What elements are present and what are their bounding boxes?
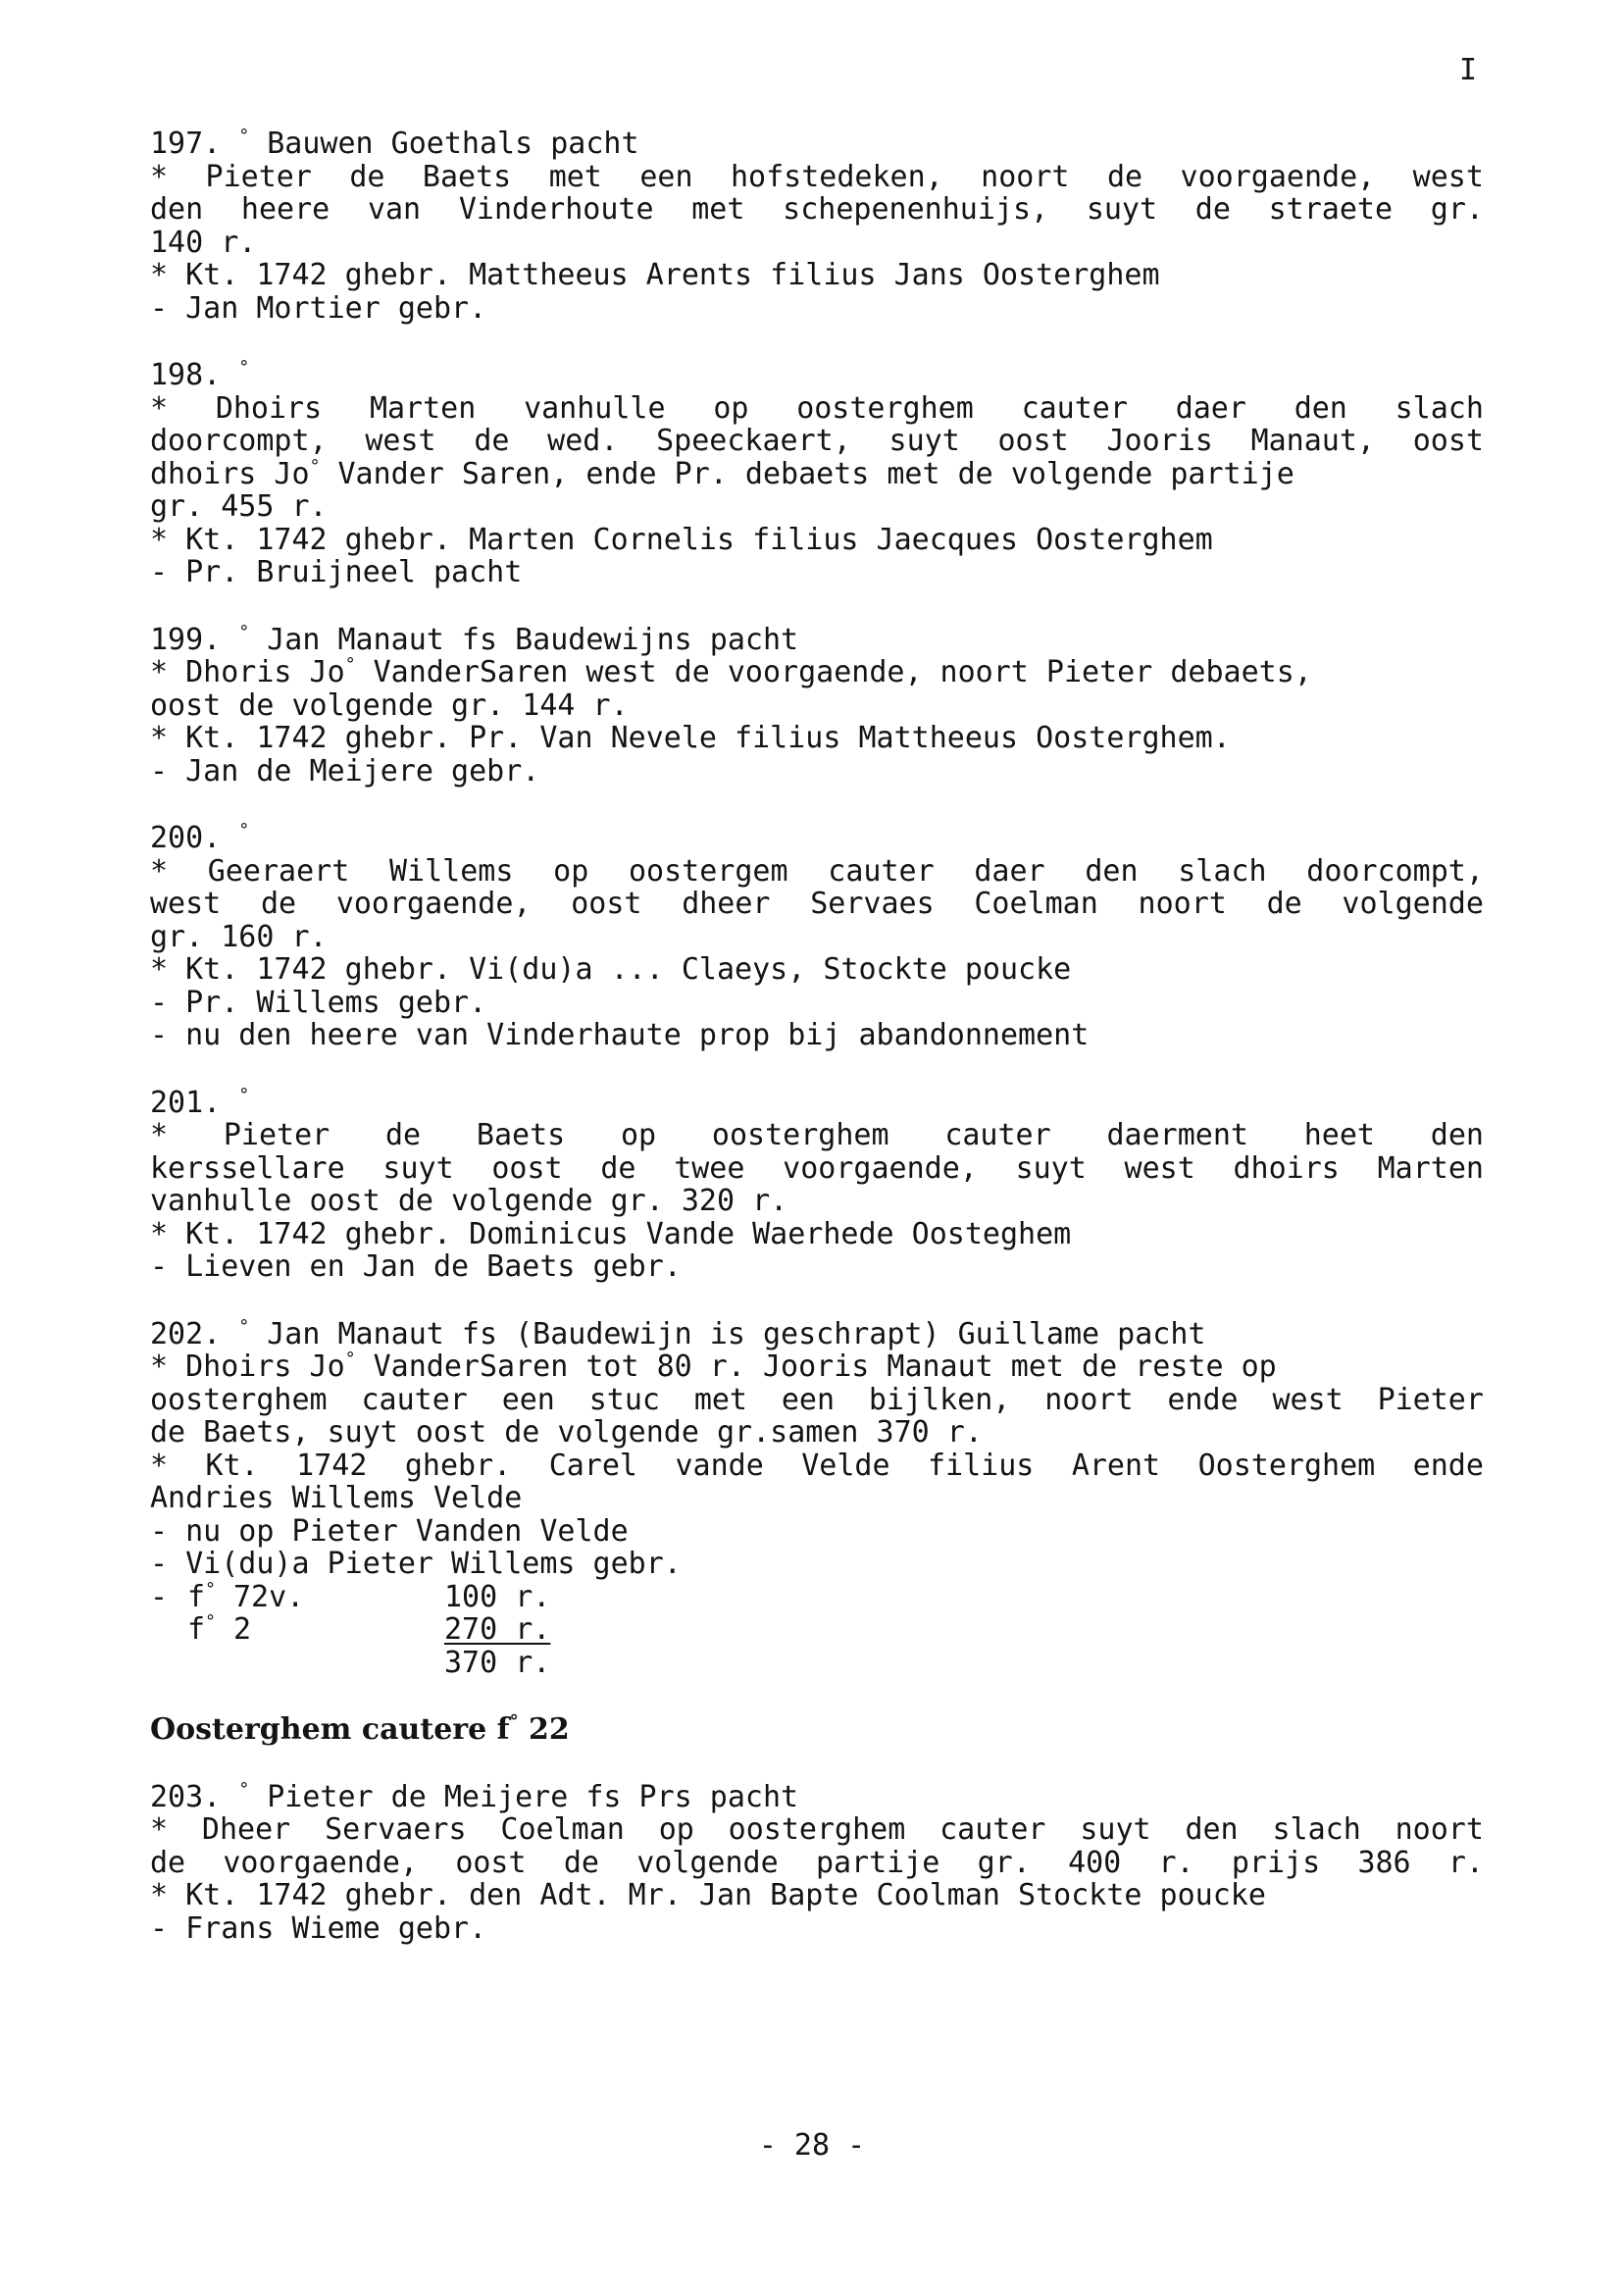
word: de — [150, 1845, 186, 1880]
word: met — [548, 159, 602, 194]
word: noort — [1138, 887, 1227, 921]
word: Coelman — [500, 1812, 625, 1847]
word: op — [658, 1812, 694, 1847]
entry-200 — [150, 822, 1484, 1052]
word: cauter — [1021, 390, 1128, 426]
entry-line: 140 r. — [150, 225, 257, 260]
word: Carel — [548, 1448, 637, 1483]
entry-198 — [150, 359, 1484, 589]
folio-sum-row — [150, 1613, 1484, 1647]
page-number: - 28 - — [758, 2128, 866, 2163]
entry-line: vanhulle oost de volgende gr. 320 r. — [150, 1184, 788, 1218]
entry-line: - nu den heere van Vinderhaute prop bij abandonnement — [150, 1018, 1090, 1052]
degree-mark: ° — [344, 654, 356, 675]
entry-line: gr. 455 r. — [150, 489, 328, 524]
word: prijs — [1231, 1845, 1321, 1880]
degree-mark: ° — [344, 1349, 356, 1369]
entry-line: Andries Willems Velde — [150, 1481, 523, 1515]
word: ende — [1167, 1382, 1239, 1417]
word: gr. — [977, 1845, 1031, 1880]
entry-199-title: Jan Manaut fs Baudewijns pacht — [267, 622, 799, 657]
degree-mark: ° — [238, 1778, 250, 1800]
word: twee — [674, 1150, 745, 1186]
entry-203-number: 203. — [150, 1779, 222, 1814]
word: doorcompt, — [1306, 853, 1484, 889]
word: cauter — [828, 853, 935, 889]
word: straete — [1268, 192, 1394, 227]
word: west — [150, 887, 222, 921]
entry-201-heading — [150, 1084, 1484, 1120]
entry-line: * Kt. 1742 ghebr. den Adt. Mr. Jan Bapte Coolman Stockte poucke — [150, 1878, 1266, 1912]
entry-197-title: Bauwen Goethals pacht — [267, 127, 639, 161]
entry-198-heading — [150, 359, 1484, 392]
entry-line: - Jan de Meijere gebr. — [150, 753, 540, 789]
word: 1742 — [296, 1448, 368, 1483]
word: Servaes — [810, 887, 935, 921]
word: 400 — [1068, 1845, 1122, 1880]
degree-mark: ° — [509, 1711, 519, 1732]
word: Geeraert — [207, 853, 350, 889]
word: voorgaende, — [1180, 159, 1376, 194]
word: heet — [1303, 1118, 1375, 1152]
word: Baets — [476, 1118, 566, 1152]
word: de — [385, 1118, 422, 1152]
word: de — [349, 159, 385, 194]
word: voorgaende, — [223, 1845, 419, 1880]
degree-mark: ° — [238, 1315, 250, 1337]
word: Vinderhoute — [458, 192, 654, 227]
word: ghebr. — [404, 1448, 512, 1483]
word: slach — [1272, 1812, 1361, 1847]
spacer — [150, 1679, 1484, 1713]
word: op — [713, 390, 749, 426]
word: de — [600, 1150, 636, 1186]
word: wed. — [547, 424, 619, 458]
word: een — [501, 1382, 555, 1417]
entry-line: * Kt. 1742 ghebr. Dominicus Vande Waerhede Oosteghem — [150, 1216, 1072, 1251]
entry-line: - Pr. Willems gebr. — [150, 985, 487, 1020]
word: Dhoirs — [215, 390, 323, 426]
word: Oosterghem — [1197, 1448, 1376, 1483]
section-heading — [150, 1713, 1484, 1747]
word: den — [150, 192, 204, 227]
spacer — [150, 788, 1484, 822]
word: * — [150, 1448, 169, 1483]
word: Pieter — [205, 159, 312, 194]
word: Speeckaert, — [656, 424, 851, 458]
entry-line: gr. 160 r. — [150, 919, 328, 954]
section-heading-text: Oosterghem cautere f — [150, 1712, 510, 1747]
spacer — [150, 589, 1484, 624]
entry-200-number: 200. — [150, 821, 222, 855]
word: Coelman — [974, 887, 1098, 921]
entry-line — [150, 1813, 1484, 1847]
word: voorgaende, — [335, 887, 532, 921]
word: met — [691, 192, 745, 227]
entry-line — [150, 425, 1484, 458]
word: bijlken, — [868, 1382, 1011, 1417]
word: vande — [675, 1448, 764, 1483]
folio-amount: 270 r. — [444, 1612, 551, 1647]
word: west — [1412, 159, 1484, 194]
word: Marten — [1377, 1150, 1484, 1186]
word: oost — [997, 424, 1069, 458]
word: suyt — [1080, 1812, 1151, 1847]
entry-line — [150, 1119, 1484, 1152]
word: dheer — [682, 887, 771, 921]
entry-line: - Pr. Bruijneel pacht — [150, 555, 523, 589]
word: heere — [240, 192, 330, 227]
entry-line: - Frans Wieme gebr. — [150, 1910, 487, 1946]
document-body — [150, 127, 1484, 1945]
word: west — [365, 424, 436, 458]
word: oost — [571, 887, 642, 921]
word: oosterghem — [711, 1118, 889, 1152]
entry-line — [150, 455, 1484, 491]
word: de — [1266, 887, 1302, 921]
folio-amount: 100 r. — [444, 1579, 551, 1614]
word: Pieter — [1377, 1382, 1484, 1417]
entry-line — [150, 161, 1484, 194]
entry-line — [150, 1847, 1484, 1880]
degree-mark: ° — [238, 820, 250, 840]
word: slach — [1178, 853, 1267, 889]
degree-mark: ° — [238, 1084, 250, 1105]
word: oosterghem — [796, 390, 974, 426]
word: west — [1124, 1150, 1195, 1186]
word: Kt. — [205, 1448, 259, 1483]
entry-203-title: Pieter de Meijere fs Prs pacht — [267, 1779, 799, 1814]
text-run: * Dhoirs Jo — [150, 1349, 345, 1384]
word: noort — [1044, 1382, 1134, 1417]
word: op — [621, 1118, 657, 1152]
word: oost — [491, 1150, 563, 1186]
word: 386 — [1357, 1845, 1411, 1880]
word: suyt — [1015, 1150, 1087, 1186]
spacer — [150, 1284, 1484, 1318]
corner-mark: I — [1459, 53, 1478, 87]
entry-202-title: Jan Manaut fs (Baudewijn is geschrapt) Guillame pacht — [267, 1316, 1206, 1351]
entry-line — [150, 656, 1484, 689]
word: noort — [981, 159, 1070, 194]
word: oost — [1412, 424, 1484, 458]
word: de — [1194, 192, 1231, 227]
entry-line — [150, 193, 1484, 227]
entry-line: * Kt. 1742 ghebr. Mattheeus Arents filius Jans Oosterghem — [150, 258, 1160, 292]
word: op — [553, 853, 589, 889]
degree-mark: ° — [205, 1578, 216, 1600]
word: de — [260, 887, 297, 921]
word: Servaers — [325, 1812, 467, 1847]
word: ende — [1412, 1448, 1484, 1483]
word: * — [150, 159, 169, 194]
entry-line: - nu op Pieter Vanden Velde — [150, 1513, 629, 1549]
word: oosterghem — [150, 1382, 328, 1417]
entry-199 — [150, 621, 1484, 789]
word: Willems — [389, 853, 514, 889]
entry-line — [150, 392, 1484, 426]
word: vanhulle — [524, 390, 666, 426]
entry-202 — [150, 1315, 1484, 1680]
entry-198-number: 198. — [150, 358, 222, 392]
entry-line: * Kt. 1742 ghebr. Pr. Van Nevele filius Mattheeus Oosterghem. — [150, 721, 1231, 755]
degree-mark: ° — [238, 621, 250, 642]
folio-ref: f° 72v. — [187, 1578, 305, 1614]
entry-201 — [150, 1084, 1484, 1284]
entry-197-heading — [150, 127, 1484, 161]
entry-line — [150, 855, 1484, 889]
degree-mark: ° — [238, 126, 250, 146]
word: van — [367, 192, 422, 227]
folio-sum-row — [150, 1578, 1484, 1614]
entry-line — [150, 1384, 1484, 1417]
text-run: VanderSaren west de voorgaende, noort Pieter debaets, — [355, 655, 1312, 689]
spacer — [150, 325, 1484, 359]
word: schepenenhuijs, — [783, 192, 1049, 227]
word: volgende — [636, 1845, 779, 1880]
text-run: VanderSaren tot 80 r. Jooris Manaut met de reste op — [355, 1349, 1277, 1384]
word: oostergem — [629, 853, 788, 889]
word: de — [563, 1845, 599, 1880]
word: suyt — [888, 424, 960, 458]
word: west — [1272, 1382, 1344, 1417]
text-run: dhoirs Jo — [150, 456, 310, 491]
word: Pieter — [223, 1118, 330, 1152]
word: Arent — [1071, 1448, 1161, 1483]
word: doorcompt, — [150, 424, 328, 458]
word: cauter — [944, 1118, 1051, 1152]
word: r. — [1447, 1845, 1484, 1880]
entry-line: * Kt. 1742 ghebr. Vi(du)a ... Claeys, Stockte poucke — [150, 952, 1072, 987]
section-heading-number: 22 — [518, 1712, 570, 1747]
word: r. — [1158, 1845, 1194, 1880]
word: slach — [1395, 390, 1484, 426]
folio-amount: 370 r. — [444, 1645, 551, 1680]
word: * — [150, 390, 169, 426]
entry-199-heading — [150, 621, 1484, 657]
word: de — [474, 424, 510, 458]
word: Dheer — [201, 1812, 291, 1847]
spacer — [150, 1052, 1484, 1087]
word: den — [1185, 1812, 1239, 1847]
word: den — [1085, 853, 1139, 889]
word: Jooris — [1106, 424, 1213, 458]
word: noort — [1395, 1812, 1484, 1847]
word: Marten — [369, 390, 477, 426]
word: daerment — [1106, 1118, 1248, 1152]
entry-line: oost de volgende gr. 144 r. — [150, 687, 629, 723]
spacer — [150, 1747, 1484, 1781]
entry-202-heading — [150, 1315, 1484, 1351]
degree-mark: ° — [238, 357, 250, 378]
word: Manaut, — [1250, 424, 1375, 458]
word: stuc — [588, 1382, 660, 1417]
word: een — [639, 159, 693, 194]
word: gr. — [1430, 192, 1484, 227]
entry-line — [150, 1152, 1484, 1186]
word: suyt — [1086, 192, 1158, 227]
word: kerssellare — [150, 1150, 345, 1186]
entry-203-heading — [150, 1778, 1484, 1814]
entry-line: de Baets, suyt oost de volgende gr.samen 370 r. — [150, 1415, 983, 1450]
entry-199-number: 199. — [150, 622, 222, 657]
entry-line — [150, 1450, 1484, 1483]
folio-ref: f° 2 — [187, 1611, 252, 1647]
word: daer — [974, 853, 1045, 889]
folio-dash: - — [150, 1579, 169, 1614]
word: oosterghem — [728, 1812, 906, 1847]
word: filius — [927, 1448, 1035, 1483]
word: oost — [455, 1845, 527, 1880]
word: een — [781, 1382, 836, 1417]
entry-line: - Vi(du)a Pieter Willems gebr. — [150, 1547, 682, 1581]
word: met — [693, 1382, 747, 1417]
entry-201-number: 201. — [150, 1085, 222, 1120]
entry-line: - Lieven en Jan de Baets gebr. — [150, 1249, 682, 1284]
word: daer — [1175, 390, 1246, 426]
degree-mark: ° — [205, 1611, 216, 1632]
entry-line: * Kt. 1742 ghebr. Marten Cornelis filius Jaecques Oosterghem — [150, 522, 1213, 557]
word: Baets — [422, 159, 512, 194]
entry-line — [150, 1350, 1484, 1384]
entry-197-number: 197. — [150, 127, 222, 161]
degree-mark: ° — [309, 455, 321, 477]
word: * — [150, 853, 169, 889]
word: cauter — [361, 1382, 468, 1417]
word: partije — [815, 1845, 940, 1880]
text-run: Vander Saren, ende Pr. debaets met de volgende partije — [320, 456, 1294, 491]
entry-200-heading — [150, 822, 1484, 855]
word: den — [1294, 390, 1347, 426]
entry-197 — [150, 127, 1484, 325]
entry-203 — [150, 1778, 1484, 1946]
word: de — [1106, 159, 1143, 194]
word: * — [150, 1812, 169, 1847]
word: dhoirs — [1233, 1150, 1340, 1186]
word: den — [1430, 1118, 1484, 1152]
word: Velde — [801, 1448, 890, 1483]
entry-line — [150, 888, 1484, 921]
word: cauter — [939, 1812, 1046, 1847]
word: volgende — [1342, 887, 1484, 921]
text-run: * Dhoris Jo — [150, 655, 345, 689]
entry-line: - Jan Mortier gebr. — [150, 290, 487, 326]
entry-202-number: 202. — [150, 1316, 222, 1351]
word: suyt — [382, 1150, 454, 1186]
word: hofstedeken, — [730, 159, 943, 194]
word: * — [150, 1118, 169, 1152]
folio-sum-row — [150, 1647, 1484, 1680]
word: voorgaende, — [783, 1150, 978, 1186]
